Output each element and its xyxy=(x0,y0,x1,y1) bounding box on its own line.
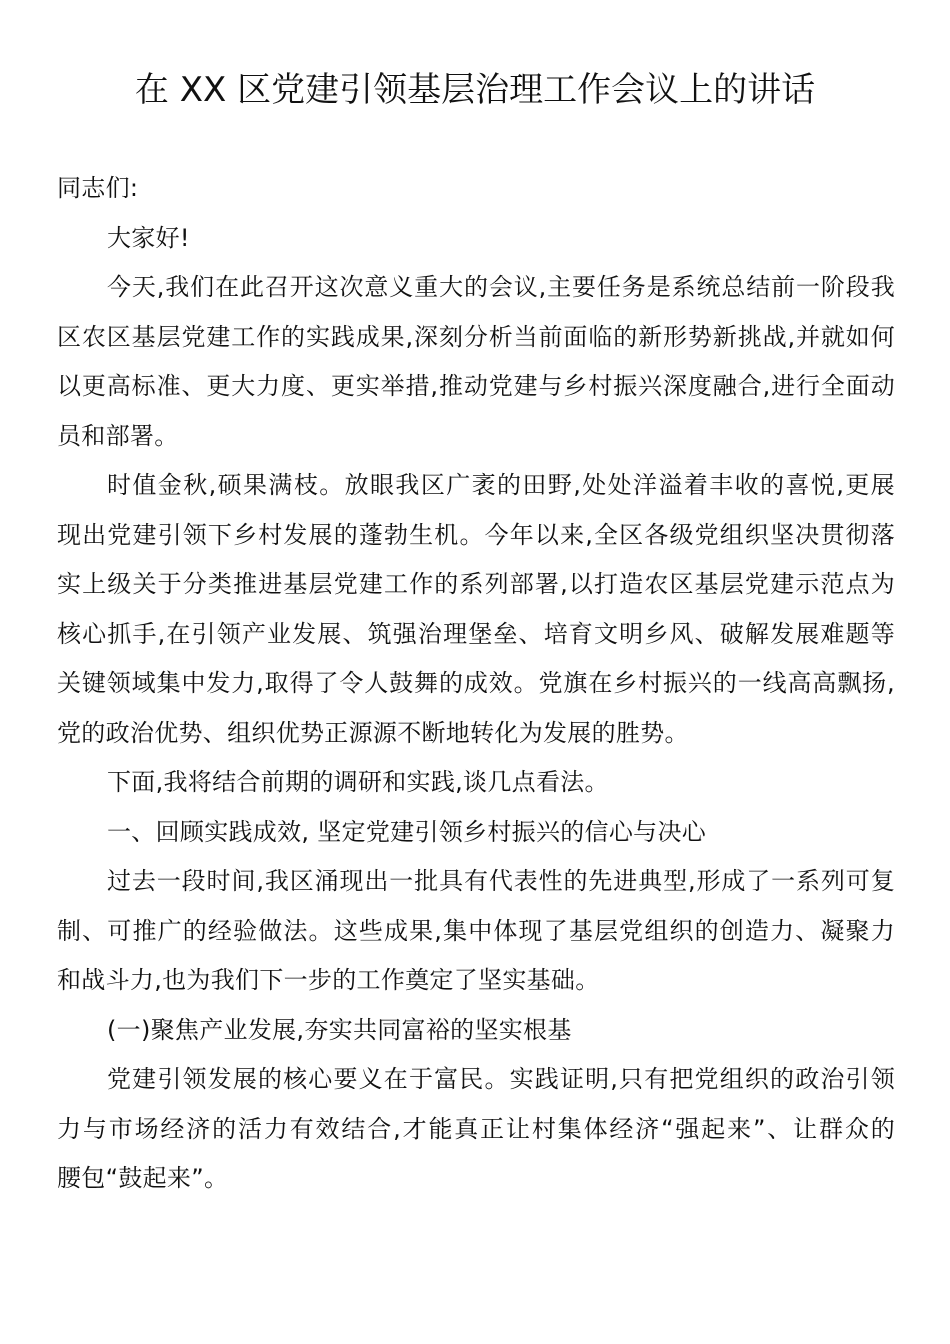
text-line: 党建引领发展的核心要义在于富民。实践证明,只有把党组织的政治引领 xyxy=(107,1065,895,1093)
document-title: 在 XX 区党建引领基层治理工作会议上的讲话 xyxy=(134,70,816,110)
text-line: 力与市场经济的活力有效结合,才能真正让村集体经济“强起来”、让群众的 xyxy=(57,1114,895,1143)
document-body xyxy=(57,168,895,1208)
text-line: 制、可推广的经验做法。这些成果,集中体现了基层党组织的创造力、凝聚力 xyxy=(57,916,895,945)
paragraph-greeting xyxy=(57,218,895,268)
text-line: 今天,我们在此召开这次意义重大的会议,主要任务是系统总结前一阶段我 xyxy=(107,273,895,301)
text-line: 大家好! xyxy=(107,223,190,252)
text-line: 以更高标准、更大力度、更实举措,推动党建与乡村振兴深度融合,进行全面动 xyxy=(57,372,895,400)
text-line: 过去一段时间,我区涌现出一批具有代表性的先进典型,形成了一系列可复 xyxy=(107,867,895,895)
text-line: 时值金秋,硕果满枝。放眼我区广袤的田野,处处洋溢着丰收的喜悦,更展 xyxy=(107,471,895,499)
paragraph-salutation xyxy=(57,168,895,218)
text-line: 关键领域集中发力,取得了令人鼓舞的成效。党旗在乡村振兴的一线高高飘扬, xyxy=(57,669,895,697)
text-line: 员和部署。 xyxy=(57,421,179,450)
paragraph-transition xyxy=(57,762,895,812)
paragraph-industry xyxy=(57,1059,895,1208)
paragraph-opening xyxy=(57,267,895,465)
text-line: 下面,我将结合前期的调研和实践,谈几点看法。 xyxy=(107,768,609,796)
text-line: 区农区基层党建工作的实践成果,深刻分析当前面临的新形势新挑战,并就如何 xyxy=(57,322,895,351)
text-line: 实上级关于分类推进基层党建工作的系列部署,以打造农区基层党建示范点为 xyxy=(57,570,895,598)
text-line: 一、回顾实践成效, 坚定党建引领乡村振兴的信心与决心 xyxy=(107,817,707,846)
paragraph-context xyxy=(57,465,895,762)
text-line: 和战斗力,也为我们下一步的工作奠定了坚实基础。 xyxy=(57,966,600,994)
section-heading-1 xyxy=(57,812,895,862)
text-line: 党的政治优势、组织优势正源源不断地转化为发展的胜势。 xyxy=(57,718,689,747)
paragraph-review xyxy=(57,861,895,1010)
text-line: 现出党建引领下乡村发展的蓬勃生机。今年以来,全区各级党组织坚决贯彻落 xyxy=(57,520,895,549)
text-line: 同志们: xyxy=(57,174,139,202)
text-line: 腰包“鼓起来”。 xyxy=(57,1164,229,1192)
subsection-heading-1 xyxy=(57,1010,895,1060)
text-line: (一)聚焦产业发展,夯实共同富裕的坚实根基 xyxy=(107,1015,572,1044)
text-line: 核心抓手,在引领产业发展、筑强治理堡垒、培育文明乡风、破解发展难题等 xyxy=(57,619,895,648)
